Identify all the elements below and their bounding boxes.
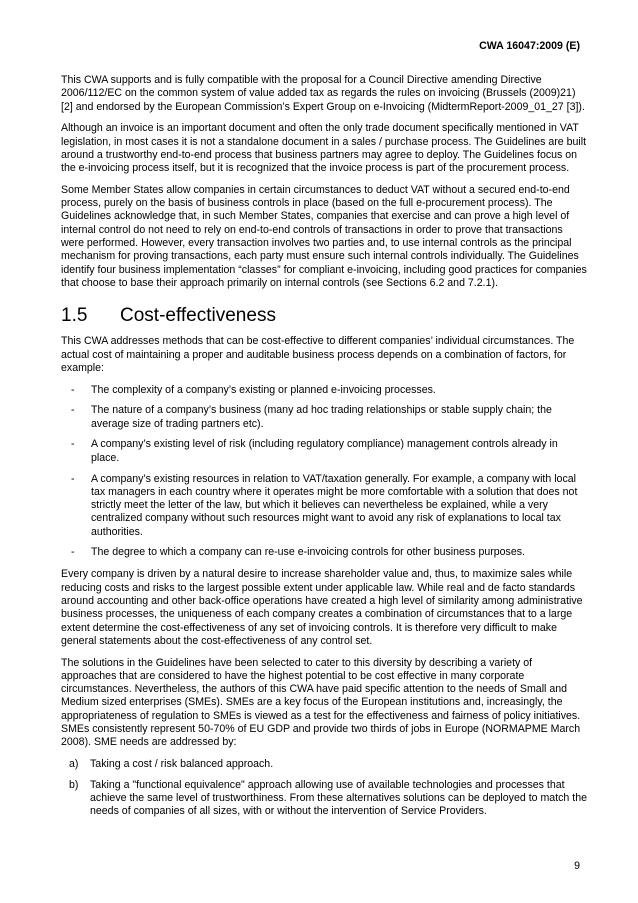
list-item-text: Taking a "functional equivalence" approach allowing use of available technologies and processes that achieve the same level of trustworthiness. From these alternatives solutions can be deployed to match the needs of companies of all sizes, with or without the intervention of Service Providers. <box>90 778 587 818</box>
list-item: - A company’s existing level of risk (including regulatory compliance) management controls already in place. <box>61 438 587 465</box>
body-paragraph-shareholder: Every company is driven by a natural desire to increase shareholder value and, thus, to maximize sales while reducing costs and risks to the largest possible extent under applicable law. While real and de facto standards around accounting and other back-office operations have created a high level of similarity among administrative business processes, the uniqueness of each company creates a combination of circumstances that to a large extent determine the cost-effectiveness of any set of invoicing controls. It is therefore very difficult to make general statements about the cost-effectiveness of any control set. <box>61 568 583 647</box>
factor-list <box>61 384 587 560</box>
body-paragraph-solutions: The solutions in the Guidelines have been selected to cater to this diversity by describing a variety of approaches that are considered to have the highest potential to be cost effective in many corporate circumstances. Nevertheless, the authors of this CWA have paid specific attention to the needs of Small and Medium sized enterprises (SMEs). SMEs are a key focus of the European institutions and, increasingly, the appropriateness of regulation to SMEs is viewed as a test for the effectiveness and fairness of policy initiatives. SMEs consistently represent 50-70% of EU GDP and provide two thirds of jobs in Europe (NORMAPME March 2008). SME needs are addressed by: <box>61 656 581 749</box>
section-number: 1.5 <box>61 305 88 327</box>
list-item <box>61 758 587 771</box>
document-id-header: CWA 16047:2009 (E) <box>479 40 580 52</box>
sme-approach-list <box>61 758 587 819</box>
section-title: Cost-effectiveness <box>120 305 276 327</box>
list-item: - The complexity of a company’s existing or planned e-invoicing processes. <box>61 384 587 397</box>
intro-paragraph-1: This CWA supports and is fully compatible with the proposal for a Council Directive amending Directive 2006/112/EC on the common system of value added tax as regards the rules on invoicing (Brussels (2009)21) [2] and endorsed by the European Commission’s Expert Group on e-Invoicing (MidtermReport-2009_01_27 [3]). <box>61 74 585 113</box>
list-item <box>61 779 587 819</box>
section-intro-paragraph: This CWA addresses methods that can be cost-effective to different companies’ individual circumstances. The actual cost of maintaining a proper and auditable business process depends on a combination of factors, for example: <box>61 335 575 374</box>
page-body <box>61 74 587 826</box>
page-number: 9 <box>574 859 580 872</box>
section-heading <box>61 305 587 327</box>
list-marker: a) <box>69 758 79 771</box>
list-item: - The degree to which a company can re-use e-invoicing controls for other business purposes. <box>61 546 587 559</box>
list-item: - A company’s existing resources in relation to VAT/taxation generally. For example, a company with local tax managers in each country where it operates might be more comfortable with a solution that does not strictly meet the letter of the law, but which it believes can nevertheless be explained, while a very centralized company without such resources might want to avoid any risk of explanations to local tax authorities. <box>61 473 587 539</box>
list-marker: b) <box>69 778 79 791</box>
list-item: - The nature of a company’s business (many ad hoc trading relationships or stable supply chain; the average size of trading partners etc). <box>61 404 587 431</box>
intro-paragraph-2: Although an invoice is an important document and often the only trade document specifically mentioned in VAT legislation, in most cases it is not a standalone document in a sales / purchase process. The Guidelines are built around a trustworthy end-to-end process that business partners may agree to deploy. The Guidelines focus on the e-invoicing process itself, but it is recognized that the invoice process is part of the procurement process. <box>61 122 587 175</box>
intro-paragraph-3: Some Member States allow companies in certain circumstances to deduct VAT without a secured end-to-end process, purely on the basis of business controls in place (based on the full e-procurement process). The Guidelines acknowledge that, in such Member States, companies that exercise and can prove a high level of internal control do not need to rely on end-to-end controls of transactions in order to prove that transactions were performed. However, every transaction involves two parties and, to use internal controls as the principal mechanism for proving transactions, each party must ensure such internal controls individually. The Guidelines identify four business implementation “classes” for compliant e-invoicing, including good practices for companies that choose to base their approach primarily on internal controls (see Sections 6.2 and 7.2.1). <box>61 183 587 289</box>
list-item-text: Taking a cost / risk balanced approach. <box>90 758 274 771</box>
